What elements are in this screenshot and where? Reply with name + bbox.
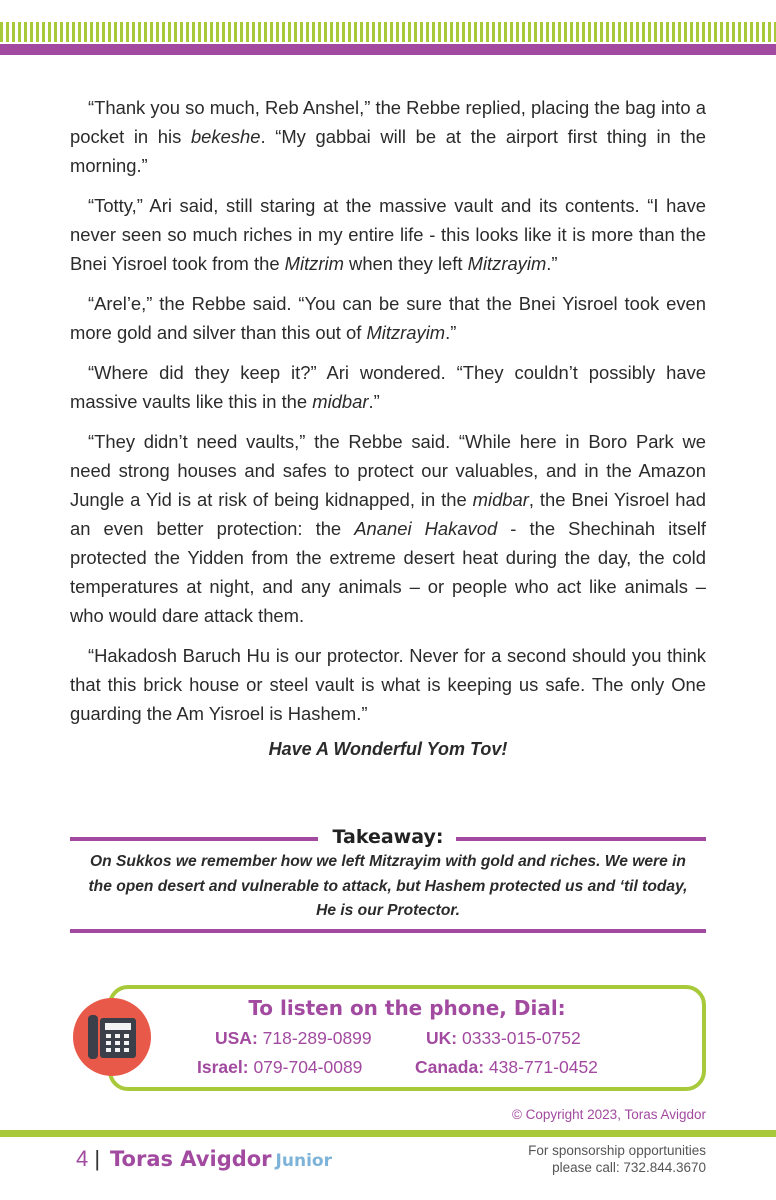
italic-term: bekeshe	[190, 126, 261, 147]
brand-sub: Junior	[275, 1151, 332, 1171]
text-segment: “Thank you so much, Reb Anshel,” the Rebbe replied, placing the bag into a pocket in his	[70, 97, 706, 147]
brand-logo	[110, 1147, 332, 1171]
sponsorship-info	[528, 1142, 706, 1176]
text-segment: .”	[445, 322, 457, 343]
closing-greeting: Have A Wonderful Yom Tov!	[268, 739, 508, 759]
phone-uk	[426, 1028, 581, 1049]
italic-term: Mitzrayim	[366, 322, 446, 343]
story-paragraph	[70, 289, 706, 347]
story-paragraph	[70, 427, 706, 630]
text-segment: .”	[368, 391, 380, 412]
italic-term: Mitzrayim	[467, 253, 547, 274]
copyright-notice: © Copyright 2023, Toras Avigdor	[511, 1107, 706, 1122]
text-segment: when they left	[343, 253, 468, 274]
story-paragraph	[70, 191, 706, 278]
text-segment: “Arel’e,” the Rebbe said. “You can be sure that the Bnei Yisroel took even more gold and silver than this out of	[70, 293, 706, 343]
text-segment: . “My gabbai will be at the airport first thing in the morning.”	[70, 126, 706, 176]
text-segment: “Totty,” Ari said, still staring at the massive vault and its contents. “I have never seen so much riches in my entire life - this looks like it is more than the Bnei Yisroel took from the	[70, 195, 706, 274]
text-segment: “They didn’t need vaults,” the Rebbe said. “While here in Boro Park we need strong houses and safes to protect our valuables, and in the Amazon Jungle a Yid is at risk of being kidnapped, in the	[70, 431, 706, 510]
bottom-green-bar	[0, 1130, 776, 1137]
canada-number: 438-771-0452	[488, 1057, 598, 1077]
israel-label: Israel:	[197, 1057, 249, 1077]
israel-number: 079-704-0089	[253, 1057, 363, 1077]
italic-term: Ananei Hakavod	[354, 518, 498, 539]
text-segment: - the Shechinah itself protected the Yidden from the extreme desert heat during the day, the cold temperatures at night, and any animals – or people who act like animals – who would dare attack them.	[70, 518, 707, 626]
takeaway-section	[70, 826, 706, 933]
uk-number: 0333-015-0752	[461, 1028, 581, 1048]
takeaway-rule-left	[70, 837, 318, 841]
italic-term: midbar	[472, 489, 529, 510]
text-segment: , the Bnei Yisroel had an even better protection: the	[70, 489, 706, 539]
takeaway-rule-right	[456, 837, 706, 841]
story-paragraph	[70, 358, 706, 416]
page-number-separator: |	[94, 1146, 101, 1171]
sponsor-line-2: please call: 732.844.3670	[552, 1160, 706, 1175]
usa-number: 718-289-0899	[262, 1028, 372, 1048]
text-segment: .”	[546, 253, 558, 274]
usa-label: USA:	[215, 1028, 258, 1048]
italic-term: Mitzrim	[284, 253, 344, 274]
phone-title: To listen on the phone, Dial:	[248, 996, 566, 1020]
canada-label: Canada:	[415, 1057, 485, 1077]
phone-israel	[197, 1057, 362, 1078]
story-paragraph	[70, 93, 706, 180]
brand-name: Toras Avigdor	[110, 1147, 272, 1171]
sponsor-line-1: For sponsorship opportunities	[528, 1143, 706, 1158]
italic-term: midbar	[312, 391, 369, 412]
takeaway-header	[70, 826, 706, 850]
story-paragraph	[70, 641, 706, 728]
text-segment: “Hakadosh Baruch Hu is our protector. Never for a second should you think that this brick house or steel vault is what is keeping us safe. The only One guarding the Am Yisroel is Hashem.”	[70, 645, 706, 724]
phone-canada	[415, 1057, 598, 1078]
takeaway-text: On Sukkos we remember how we left Mitzrayim with gold and riches. We were in the open desert and vulnerable to attack, but Hashem protected us and ‘til today, He is our Protector.	[88, 853, 688, 919]
takeaway-title: Takeaway:	[332, 826, 444, 848]
page-number	[76, 1146, 100, 1172]
phone-usa	[215, 1028, 372, 1049]
story-text	[70, 93, 706, 760]
top-decorative-stripe	[0, 22, 776, 42]
top-purple-bar	[0, 44, 776, 55]
uk-label: UK:	[426, 1028, 458, 1048]
page-number-value: 4	[76, 1146, 89, 1171]
takeaway-rule-bottom	[70, 929, 706, 933]
text-segment: “Where did they keep it?” Ari wondered. “They couldn’t possibly have massive vaults like this in the	[70, 362, 706, 412]
story-paragraphs	[70, 93, 706, 728]
